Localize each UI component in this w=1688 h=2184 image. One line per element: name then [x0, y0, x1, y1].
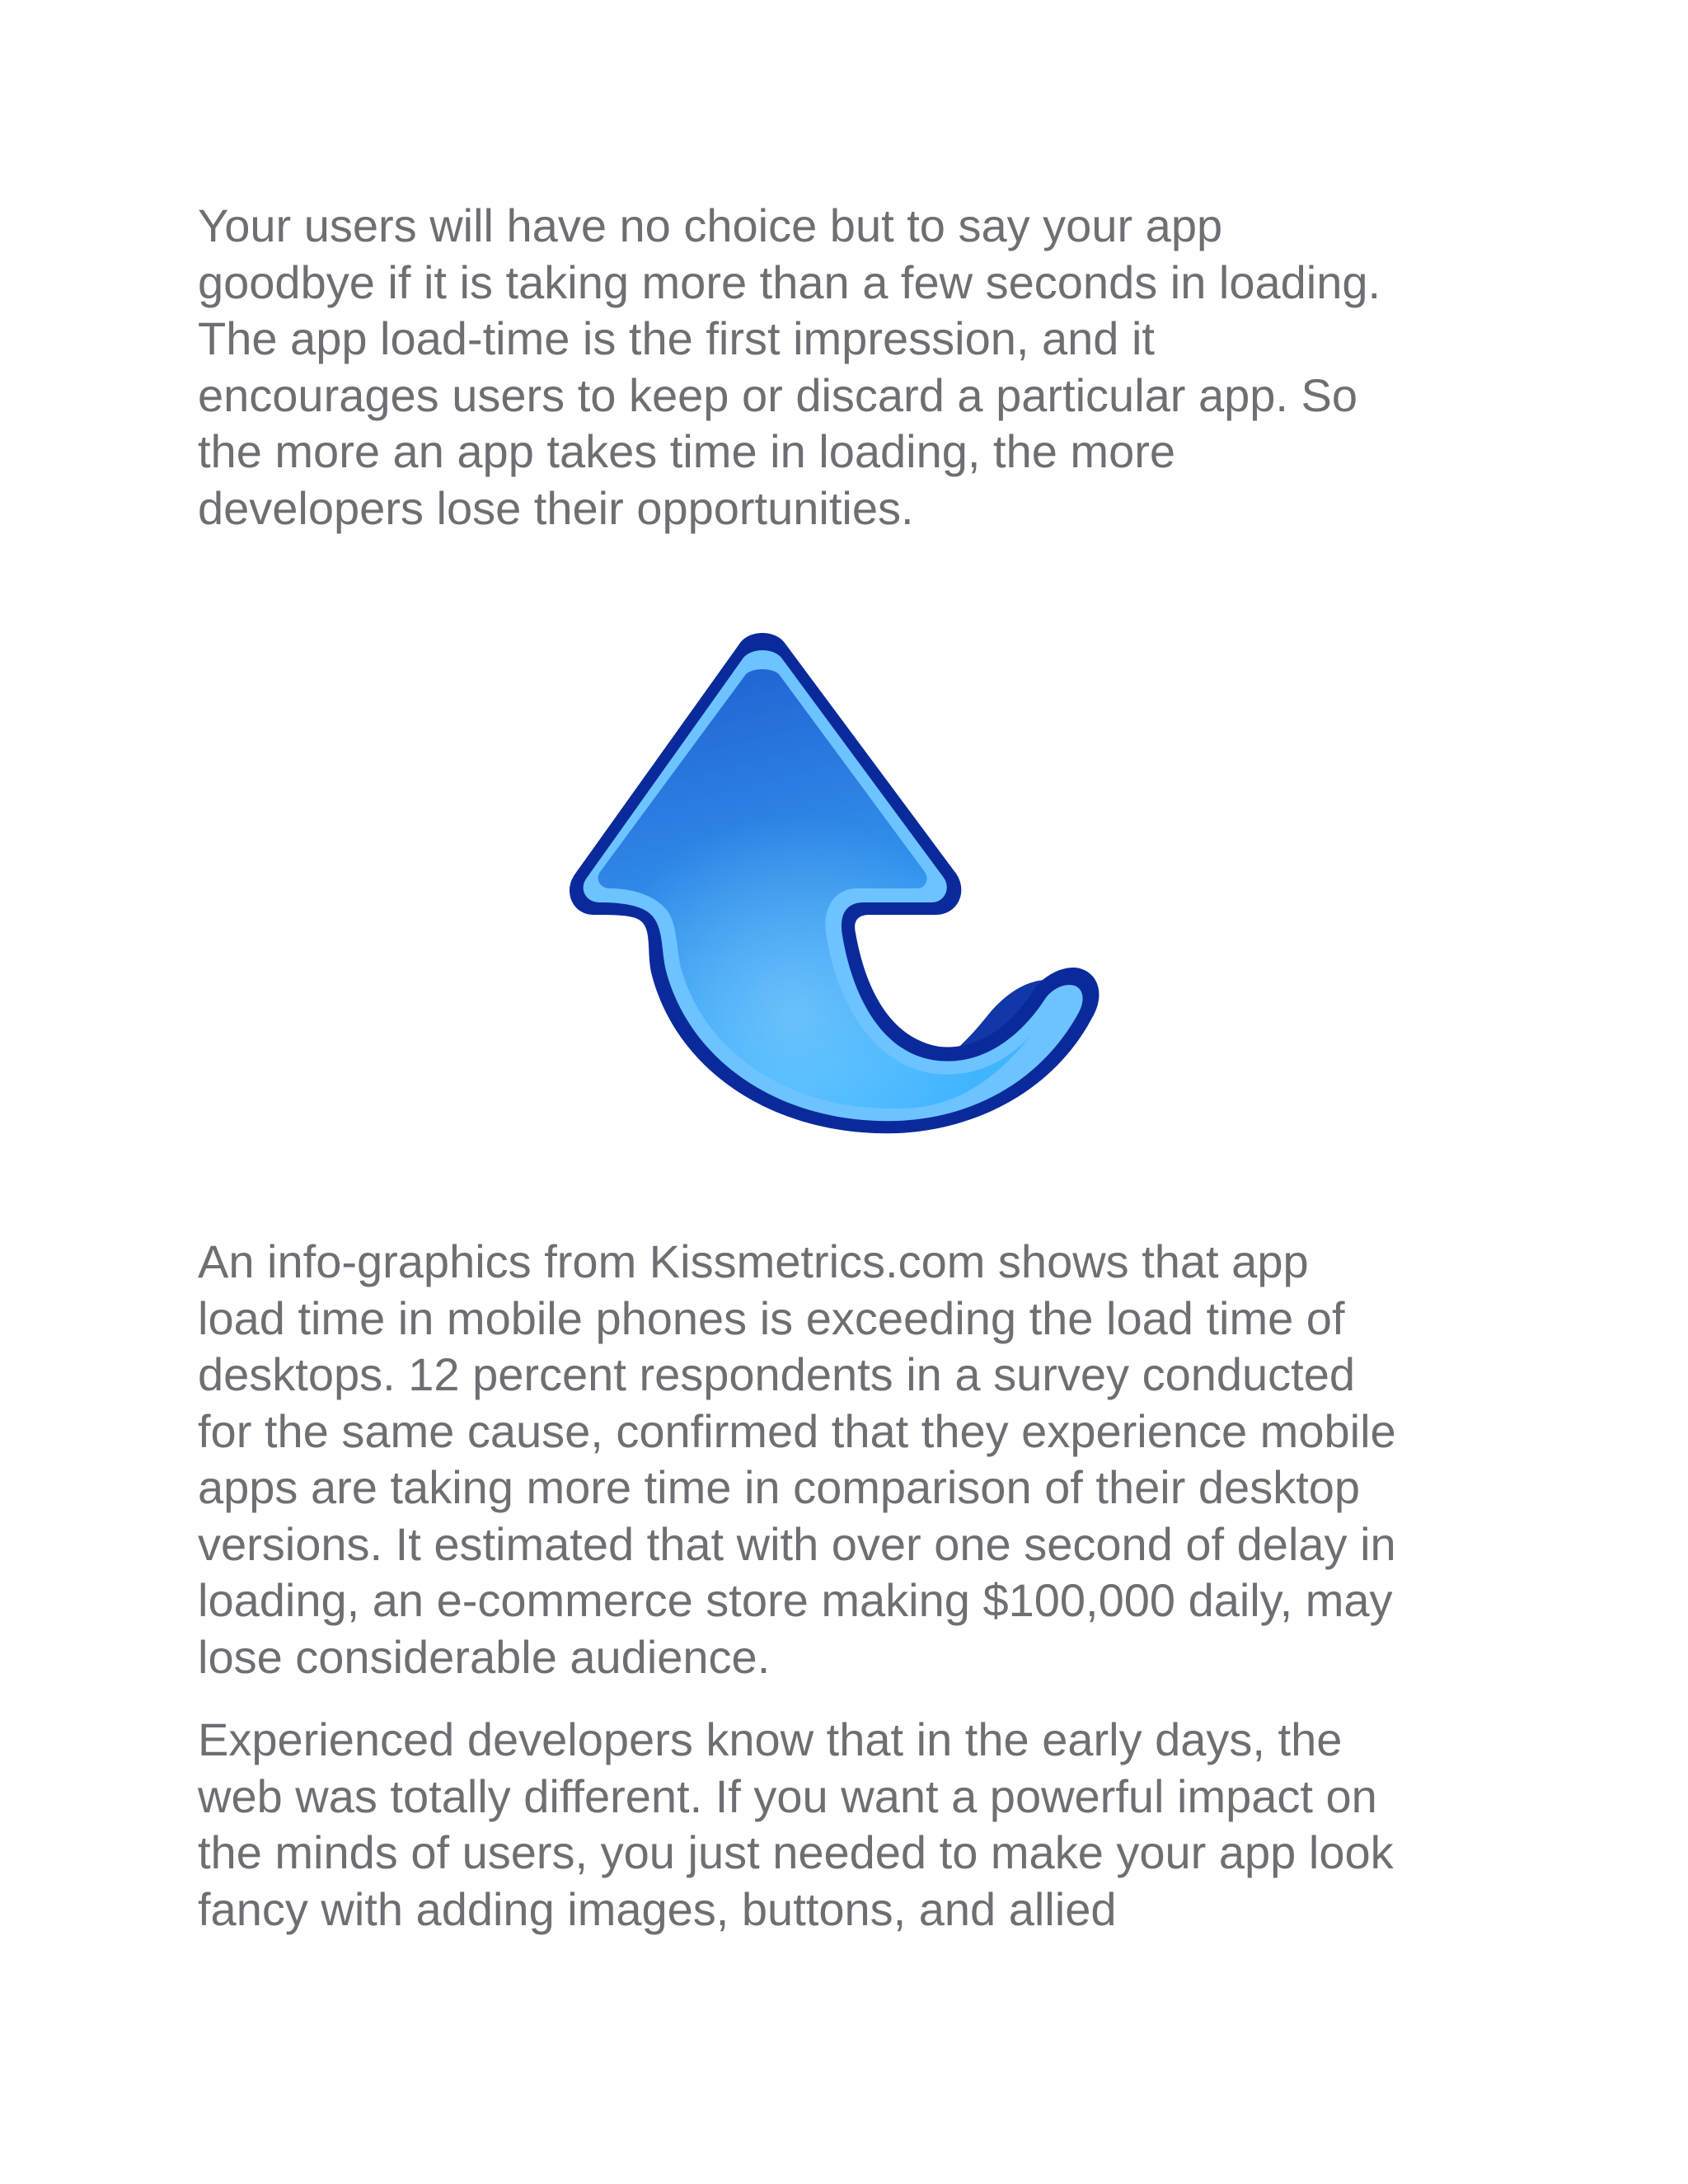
paragraph-line: apps are taking more time in comparison of their desktop	[198, 1461, 1361, 1513]
paragraph-line: goodbye if it is taking more than a few seconds in loading.	[198, 255, 1381, 308]
paragraph-line: loading, an e-commerce store making $100,000 daily, may	[198, 1574, 1393, 1626]
paragraph-line: lose considerable audience.	[198, 1630, 771, 1683]
paragraph-line: web was totally different. If you want a powerful impact on	[198, 1769, 1377, 1822]
paragraph-line: the more an app takes time in loading, the more	[198, 425, 1176, 477]
paragraph-line: versions. It estimated that with over one second of delay in	[198, 1517, 1396, 1570]
paragraph-line: Experienced developers know that in the early days, the	[198, 1713, 1343, 1765]
paragraph-kissmetrics-stats	[198, 1234, 1508, 1685]
paragraph-line: for the same cause, confirmed that they experience mobile	[198, 1404, 1396, 1457]
paragraph-line: The app load-time is the first impression, and it	[198, 312, 1155, 364]
paragraph-line: encourages users to keep or discard a particular app. So	[198, 368, 1358, 421]
curved-up-arrow-icon	[528, 626, 1154, 1154]
paragraph-line: An info-graphics from Kissmetrics.com shows that app	[198, 1235, 1309, 1287]
paragraph-line: fancy with adding images, buttons, and allied	[198, 1882, 1117, 1935]
paragraph-load-time-intro	[198, 198, 1508, 537]
paragraph-line: the minds of users, you just needed to make your app look	[198, 1826, 1394, 1878]
paragraph-early-web	[198, 1712, 1508, 1938]
paragraph-line: developers lose their opportunities.	[198, 481, 914, 534]
paragraph-line: desktops. 12 percent respondents in a survey conducted	[198, 1348, 1355, 1400]
paragraph-line: load time in mobile phones is exceeding the load time of	[198, 1291, 1345, 1344]
paragraph-line: Your users will have no choice but to say your app	[198, 199, 1223, 251]
